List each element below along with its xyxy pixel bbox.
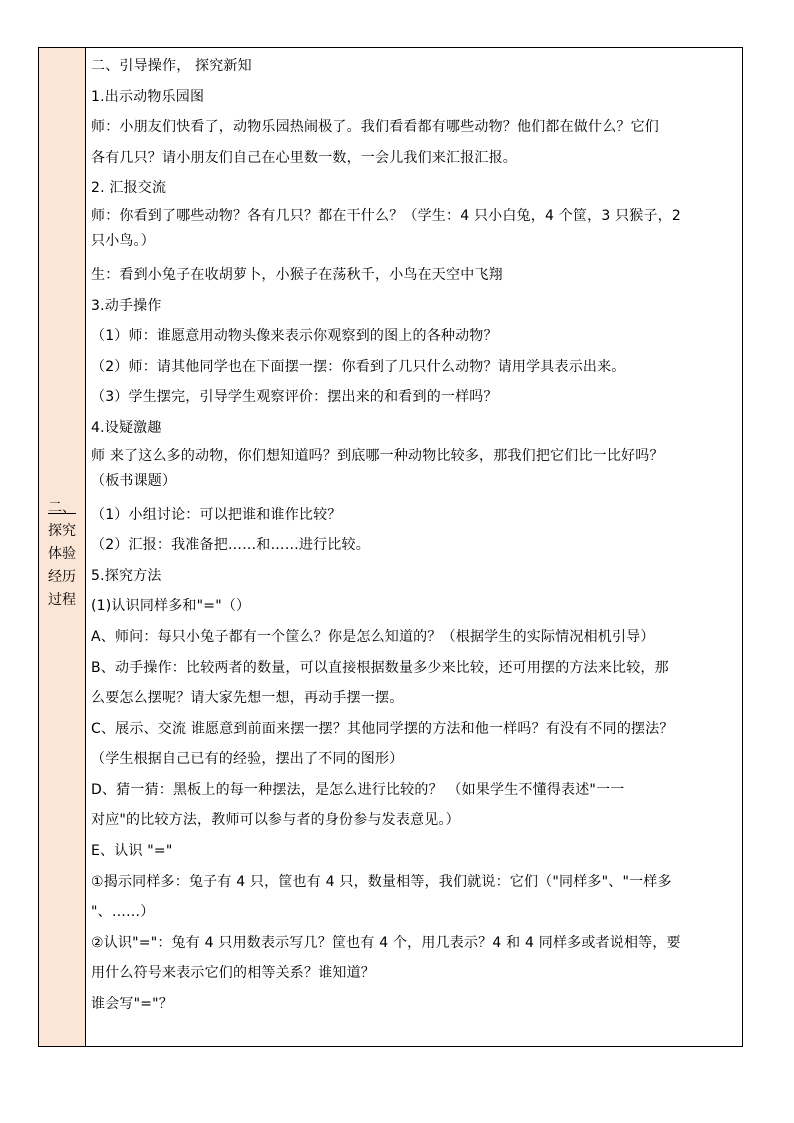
step-heading: 1.出示动物乐园图 [91,88,205,105]
text-line: C、展示、交流 谁愿意到前面来摆一摆？其他同学摆的方法和他一样吗？有没有不同的摆法？ [91,720,674,737]
text-line: E、认识 "=" [91,843,173,860]
lesson-content-cell [86,48,742,1046]
step-heading: 4.设疑激趣 [91,419,162,436]
section-label-cell [39,48,86,1046]
text-line: "、……） [91,904,155,921]
text-line: 师：你看到了哪些动物？各有几只？都在干什么？（学生：4 只小白兔，4 个筐，3 只猴子，2 [91,207,681,224]
section-label-line: 经历 [48,569,76,585]
lesson-table [38,47,743,1047]
text-line: B、动手操作：比较两者的数量，可以直接根据数量多少来比较，还可用摆的方法来比较，那 [91,659,669,676]
section-label-line: 过程 [48,592,76,608]
text-line: ②认识"="：兔有 4 只用数表示写几？筐也有 4 个，用几表示？4 和 4 同样多或者说相等，要 [91,934,681,951]
text-line: 师：小朋友们快看了，动物乐园热闹极了。我们看看都有哪些动物？他们都在做什么？它们 [91,119,659,136]
section-label-line: 二、 [48,500,76,516]
step-heading: 2. 汇报交流 [91,180,167,197]
text-line: （2）师：请其他同学也在下面摆一摆：你看到了几只什么动物？请用学具表示出来。 [91,358,626,375]
text-line: ①揭示同样多：兔子有 4 只，筐也有 4 只，数量相等，我们就说：它们（"同样多"、"一样多 [91,873,672,890]
text-line: 谁会写"="？ [91,996,174,1013]
text-line: 生：看到小兔子在收胡萝卜，小猴子在荡秋千，小鸟在天空中飞翔 [91,266,503,283]
step-heading: 3.动手操作 [91,297,162,314]
section-heading: 二、引导操作， 探究新知 [91,58,252,74]
text-line: （板书课题） [91,472,177,489]
text-line: 各有几只？请小朋友们自己在心里数一数，一会儿我们来汇报汇报。 [91,149,517,166]
text-line: （2）汇报：我准备把……和……进行比较。 [91,537,370,554]
text-line: 师 来了这么多的动物，你们想知道吗？到底哪一种动物比较多，那我们把它们比一比好吗？ [91,447,664,464]
text-line: 用什么符号来表示它们的相等关系？谁知道？ [91,965,375,982]
text-line: 对应"的比较方法，教师可以参与者的身份参与发表意见。） [91,812,460,829]
text-line: （学生根据自己已有的经验，摆出了不同的图形） [91,751,404,768]
step-heading: 5.探究方法 [91,567,162,584]
section-label-line: 探究 [48,523,76,539]
text-line: (1)认识同样多和"="（） [91,598,251,615]
text-line: （1）师：谁愿意用动物头像来表示你观察到的图上的各种动物？ [91,328,498,345]
text-line: D、猜一猜：黑板上的每一种摆法，是怎么进行比较的？ （如果学生不懂得表述"一一 [91,781,625,798]
section-label [39,497,85,612]
text-line: （3）学生摆完，引导学生观察评价：摆出来的和看到的一样吗？ [91,389,498,406]
text-line: 么要怎么摆呢？请大家先想一想，再动手摆一摆。 [91,690,404,707]
text-line: 只小鸟。） [91,232,155,249]
text-line: （1）小组讨论：可以把谁和谁作比较？ [91,506,342,523]
text-line: A、师问：每只小兔子都有一个筐么？你是怎么知道的？（根据学生的实际情况相机引导） [91,628,655,645]
section-label-line: 体验 [48,546,76,562]
